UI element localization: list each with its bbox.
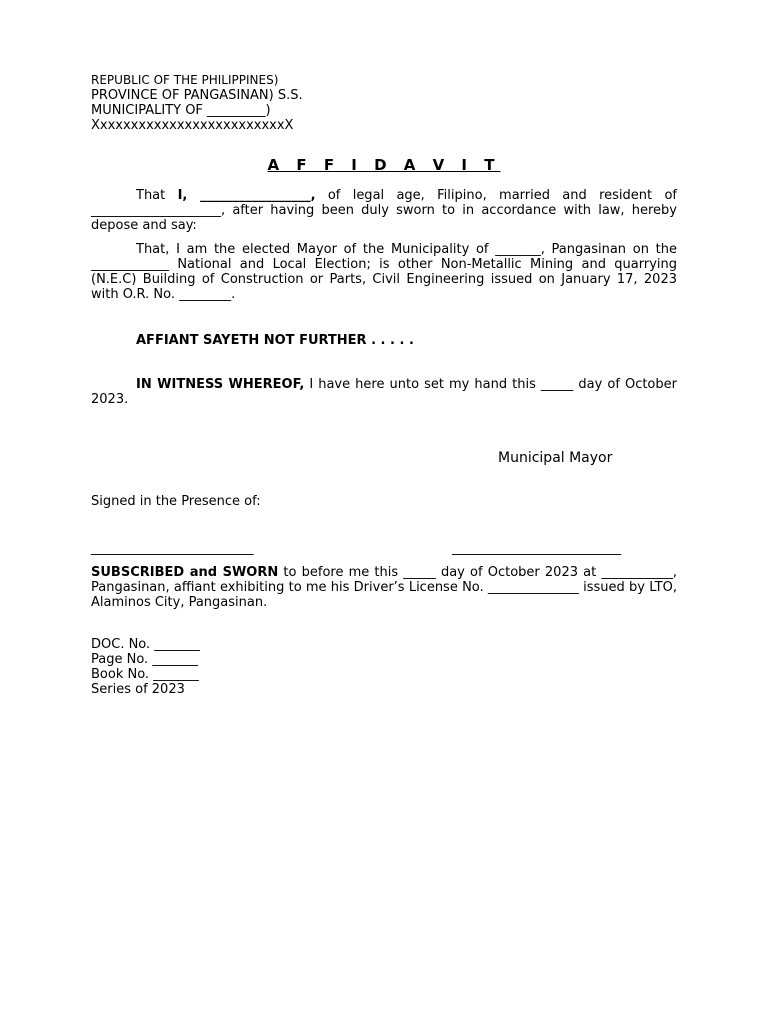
para1-name-blank: I, _________________,	[177, 188, 316, 203]
witness-rest: I have here unto set my hand this _____ day of October 2023.	[91, 377, 677, 407]
para1-rest: of legal age, Filipino, married and resident of ____________________, after having been duly sworn to in accordance with law, hereby depose and say:	[91, 188, 677, 233]
header-province: PROVINCE OF PANGASINAN) S.S.	[91, 88, 303, 103]
paragraph-identity	[91, 188, 677, 233]
signed-presence-label: Signed in the Presence of:	[91, 494, 261, 509]
affiant-statement	[91, 333, 677, 348]
notarial-register	[91, 637, 677, 697]
witness-bold: IN WITNESS WHEREOF,	[136, 377, 305, 392]
witness-signature-line-left: _________________________	[91, 541, 254, 556]
document-title: A F F I D A V I T	[267, 156, 501, 174]
header-republic: REPUBLIC OF THE PHILIPPINES)	[91, 73, 279, 87]
paragraph-mayor-statement: That, I am the elected Mayor of the Municipality of _______, Pangasinan on the ____________ National and Local Election; is other Non-Metallic Mining and quarrying (N.E.C) Building of Construction or Parts, Civil Engineering issued on January 17, 2023 with O.R. No. ________.	[91, 242, 677, 302]
subscribed-bold: SUBSCRIBED and SWORN	[91, 565, 279, 580]
affiant-text: AFFIANT SAYETH NOT FURTHER . . . . .	[136, 333, 414, 348]
subscribed-rest: to before me this _____ day of October 2023 at ___________, Pangasinan, affiant exhibiting to me his Driver’s License No. ______________ issued by LTO, Alaminos City, Pangasinan.	[91, 565, 678, 610]
municipal-mayor-label: Municipal Mayor	[498, 450, 613, 466]
paragraph-subscribed	[91, 565, 677, 610]
header-separator: XxxxxxxxxxxxxxxxxxxxxxxxxX	[91, 118, 294, 133]
document-header	[91, 73, 677, 133]
book-number: Book No. _______	[91, 667, 199, 682]
doc-number: DOC. No. _______	[91, 637, 200, 652]
header-municipality: MUNICIPALITY OF _________)	[91, 103, 271, 118]
page-number: Page No. _______	[91, 652, 198, 667]
para1-lead: That	[136, 188, 178, 203]
paragraph-witness	[91, 377, 677, 407]
series-year: Series of 2023	[91, 682, 185, 697]
witness-signature-line-right: __________________________	[452, 541, 621, 556]
